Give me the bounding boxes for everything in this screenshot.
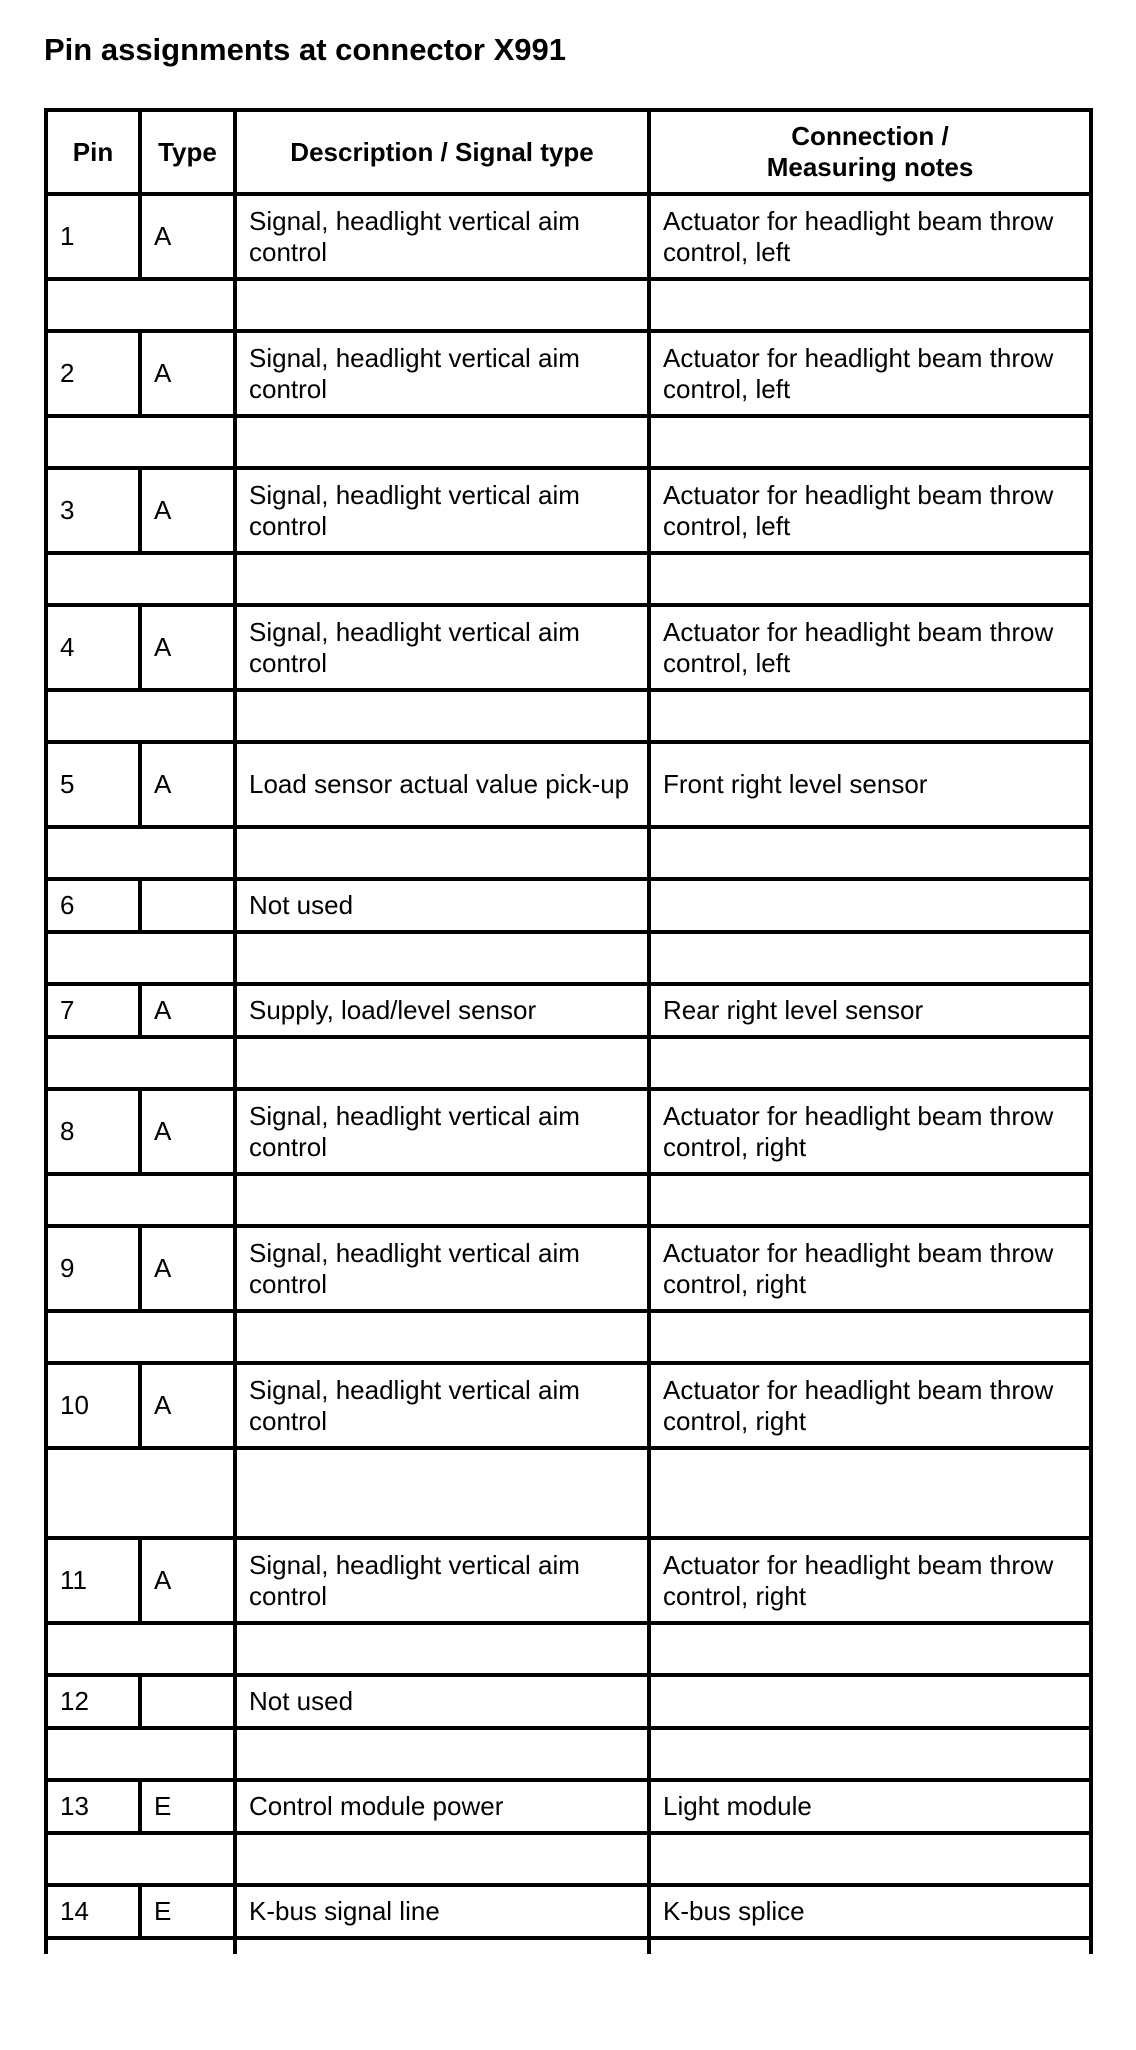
header-connection-line2: Measuring notes bbox=[766, 152, 974, 182]
spacer-cell bbox=[649, 827, 1091, 879]
cell-type: A bbox=[140, 1226, 235, 1311]
spacer-row bbox=[46, 690, 1091, 742]
cell-connection: Actuator for headlight beam throw control, right bbox=[649, 1363, 1091, 1448]
header-connection bbox=[649, 110, 1091, 194]
table-row bbox=[46, 331, 1091, 416]
spacer-cell bbox=[46, 416, 235, 468]
spacer-cell bbox=[649, 1037, 1091, 1089]
spacer-row bbox=[46, 1728, 1091, 1780]
spacer-row bbox=[46, 827, 1091, 879]
cell-description: Signal, headlight vertical aim control bbox=[235, 1363, 649, 1448]
cell-connection: Front right level sensor bbox=[649, 742, 1091, 827]
spacer-row bbox=[46, 1174, 1091, 1226]
cell-connection: Light module bbox=[649, 1780, 1091, 1833]
spacer-cell bbox=[46, 827, 235, 879]
spacer-row bbox=[46, 416, 1091, 468]
spacer-cell bbox=[235, 1728, 649, 1780]
spacer-row bbox=[46, 1448, 1091, 1538]
cell-connection: Actuator for headlight beam throw control, left bbox=[649, 605, 1091, 690]
spacer-cell bbox=[235, 1037, 649, 1089]
spacer-cell bbox=[46, 1174, 235, 1226]
table-row bbox=[46, 194, 1091, 279]
cell-description: Supply, load/level sensor bbox=[235, 984, 649, 1037]
spacer-row bbox=[46, 1623, 1091, 1675]
cell-connection: Rear right level sensor bbox=[649, 984, 1091, 1037]
table-row bbox=[46, 1675, 1091, 1728]
cell-connection: Actuator for headlight beam throw control, left bbox=[649, 331, 1091, 416]
spacer-cell bbox=[46, 690, 235, 742]
cell-pin: 4 bbox=[46, 605, 140, 690]
spacer-row bbox=[46, 279, 1091, 331]
cell-description: Signal, headlight vertical aim control bbox=[235, 605, 649, 690]
cell-description: Signal, headlight vertical aim control bbox=[235, 1538, 649, 1623]
cell-connection: Actuator for headlight beam throw control, right bbox=[649, 1089, 1091, 1174]
pin-assignment-table bbox=[44, 108, 1093, 1954]
cell-type: E bbox=[140, 1780, 235, 1833]
cell-type: A bbox=[140, 331, 235, 416]
header-connection-line1: Connection / bbox=[791, 121, 949, 151]
header-type: Type bbox=[140, 110, 235, 194]
spacer-cell bbox=[649, 1311, 1091, 1363]
cell-pin: 14 bbox=[46, 1885, 140, 1938]
cell-pin: 8 bbox=[46, 1089, 140, 1174]
cell-connection bbox=[649, 879, 1091, 932]
spacer-cell bbox=[235, 932, 649, 984]
spacer-cell bbox=[46, 553, 235, 605]
spacer-cell bbox=[46, 1311, 235, 1363]
table-row bbox=[46, 605, 1091, 690]
table-row bbox=[46, 742, 1091, 827]
cell-connection: Actuator for headlight beam throw control, right bbox=[649, 1226, 1091, 1311]
spacer-cell bbox=[649, 1938, 1091, 1954]
cell-description: Load sensor actual value pick-up bbox=[235, 742, 649, 827]
table-row bbox=[46, 879, 1091, 932]
spacer-cell bbox=[649, 1728, 1091, 1780]
cell-description: Signal, headlight vertical aim control bbox=[235, 468, 649, 553]
table-row bbox=[46, 1780, 1091, 1833]
spacer-cell bbox=[649, 932, 1091, 984]
spacer-cell bbox=[235, 1311, 649, 1363]
table-row bbox=[46, 468, 1091, 553]
cell-pin: 11 bbox=[46, 1538, 140, 1623]
spacer-cell bbox=[235, 1448, 649, 1538]
cell-type bbox=[140, 879, 235, 932]
cell-pin: 9 bbox=[46, 1226, 140, 1311]
spacer-cell bbox=[235, 1833, 649, 1885]
cell-description: Signal, headlight vertical aim control bbox=[235, 194, 649, 279]
spacer-cell bbox=[649, 1833, 1091, 1885]
cell-pin: 6 bbox=[46, 879, 140, 932]
spacer-cell bbox=[649, 1174, 1091, 1226]
spacer-cell bbox=[46, 1623, 235, 1675]
cell-connection: K-bus splice bbox=[649, 1885, 1091, 1938]
spacer-cell bbox=[46, 932, 235, 984]
spacer-cell bbox=[46, 1833, 235, 1885]
cell-type: E bbox=[140, 1885, 235, 1938]
table-row bbox=[46, 1226, 1091, 1311]
cell-pin: 5 bbox=[46, 742, 140, 827]
cell-type: A bbox=[140, 1538, 235, 1623]
spacer-cell bbox=[46, 279, 235, 331]
page-title: Pin assignments at connector X991 bbox=[44, 32, 567, 67]
table-row bbox=[46, 1089, 1091, 1174]
cell-description: Signal, headlight vertical aim control bbox=[235, 1226, 649, 1311]
table-row bbox=[46, 984, 1091, 1037]
spacer-cell bbox=[46, 1448, 235, 1538]
cell-connection: Actuator for headlight beam throw control, right bbox=[649, 1538, 1091, 1623]
cell-type: A bbox=[140, 742, 235, 827]
spacer-cell bbox=[46, 1728, 235, 1780]
spacer-cell bbox=[235, 690, 649, 742]
spacer-cell bbox=[649, 553, 1091, 605]
table-row bbox=[46, 1363, 1091, 1448]
spacer-row bbox=[46, 1037, 1091, 1089]
spacer-cell bbox=[46, 1938, 235, 1954]
spacer-cell bbox=[649, 279, 1091, 331]
cell-pin: 13 bbox=[46, 1780, 140, 1833]
cell-connection: Actuator for headlight beam throw control, left bbox=[649, 194, 1091, 279]
cell-pin: 7 bbox=[46, 984, 140, 1037]
spacer-row bbox=[46, 1833, 1091, 1885]
cell-type bbox=[140, 1675, 235, 1728]
cell-description: Signal, headlight vertical aim control bbox=[235, 331, 649, 416]
spacer-cell bbox=[235, 1174, 649, 1226]
table-row bbox=[46, 1885, 1091, 1938]
spacer-cell bbox=[235, 1938, 649, 1954]
cell-type: A bbox=[140, 984, 235, 1037]
cell-type: A bbox=[140, 1089, 235, 1174]
cell-type: A bbox=[140, 468, 235, 553]
cell-description: K-bus signal line bbox=[235, 1885, 649, 1938]
cell-description: Control module power bbox=[235, 1780, 649, 1833]
spacer-cell bbox=[649, 1623, 1091, 1675]
spacer-row bbox=[46, 932, 1091, 984]
spacer-cell bbox=[235, 416, 649, 468]
cell-type: A bbox=[140, 1363, 235, 1448]
cell-type: A bbox=[140, 194, 235, 279]
table-row bbox=[46, 1538, 1091, 1623]
spacer-cell bbox=[235, 553, 649, 605]
cell-pin: 12 bbox=[46, 1675, 140, 1728]
cell-pin: 2 bbox=[46, 331, 140, 416]
spacer-cell bbox=[649, 416, 1091, 468]
cell-connection: Actuator for headlight beam throw control, left bbox=[649, 468, 1091, 553]
cell-description: Not used bbox=[235, 879, 649, 932]
cell-description: Signal, headlight vertical aim control bbox=[235, 1089, 649, 1174]
cell-pin: 3 bbox=[46, 468, 140, 553]
spacer-row bbox=[46, 553, 1091, 605]
spacer-cell bbox=[649, 690, 1091, 742]
cell-description: Not used bbox=[235, 1675, 649, 1728]
spacer-cell bbox=[46, 1037, 235, 1089]
cell-connection bbox=[649, 1675, 1091, 1728]
cell-type: A bbox=[140, 605, 235, 690]
header-pin: Pin bbox=[46, 110, 140, 194]
cell-pin: 1 bbox=[46, 194, 140, 279]
cell-pin: 10 bbox=[46, 1363, 140, 1448]
header-description: Description / Signal type bbox=[235, 110, 649, 194]
spacer-cell bbox=[649, 1448, 1091, 1538]
spacer-cell bbox=[235, 1623, 649, 1675]
spacer-row bbox=[46, 1938, 1091, 1954]
spacer-cell bbox=[235, 827, 649, 879]
spacer-cell bbox=[235, 279, 649, 331]
spacer-row bbox=[46, 1311, 1091, 1363]
table-header-row bbox=[46, 110, 1091, 194]
